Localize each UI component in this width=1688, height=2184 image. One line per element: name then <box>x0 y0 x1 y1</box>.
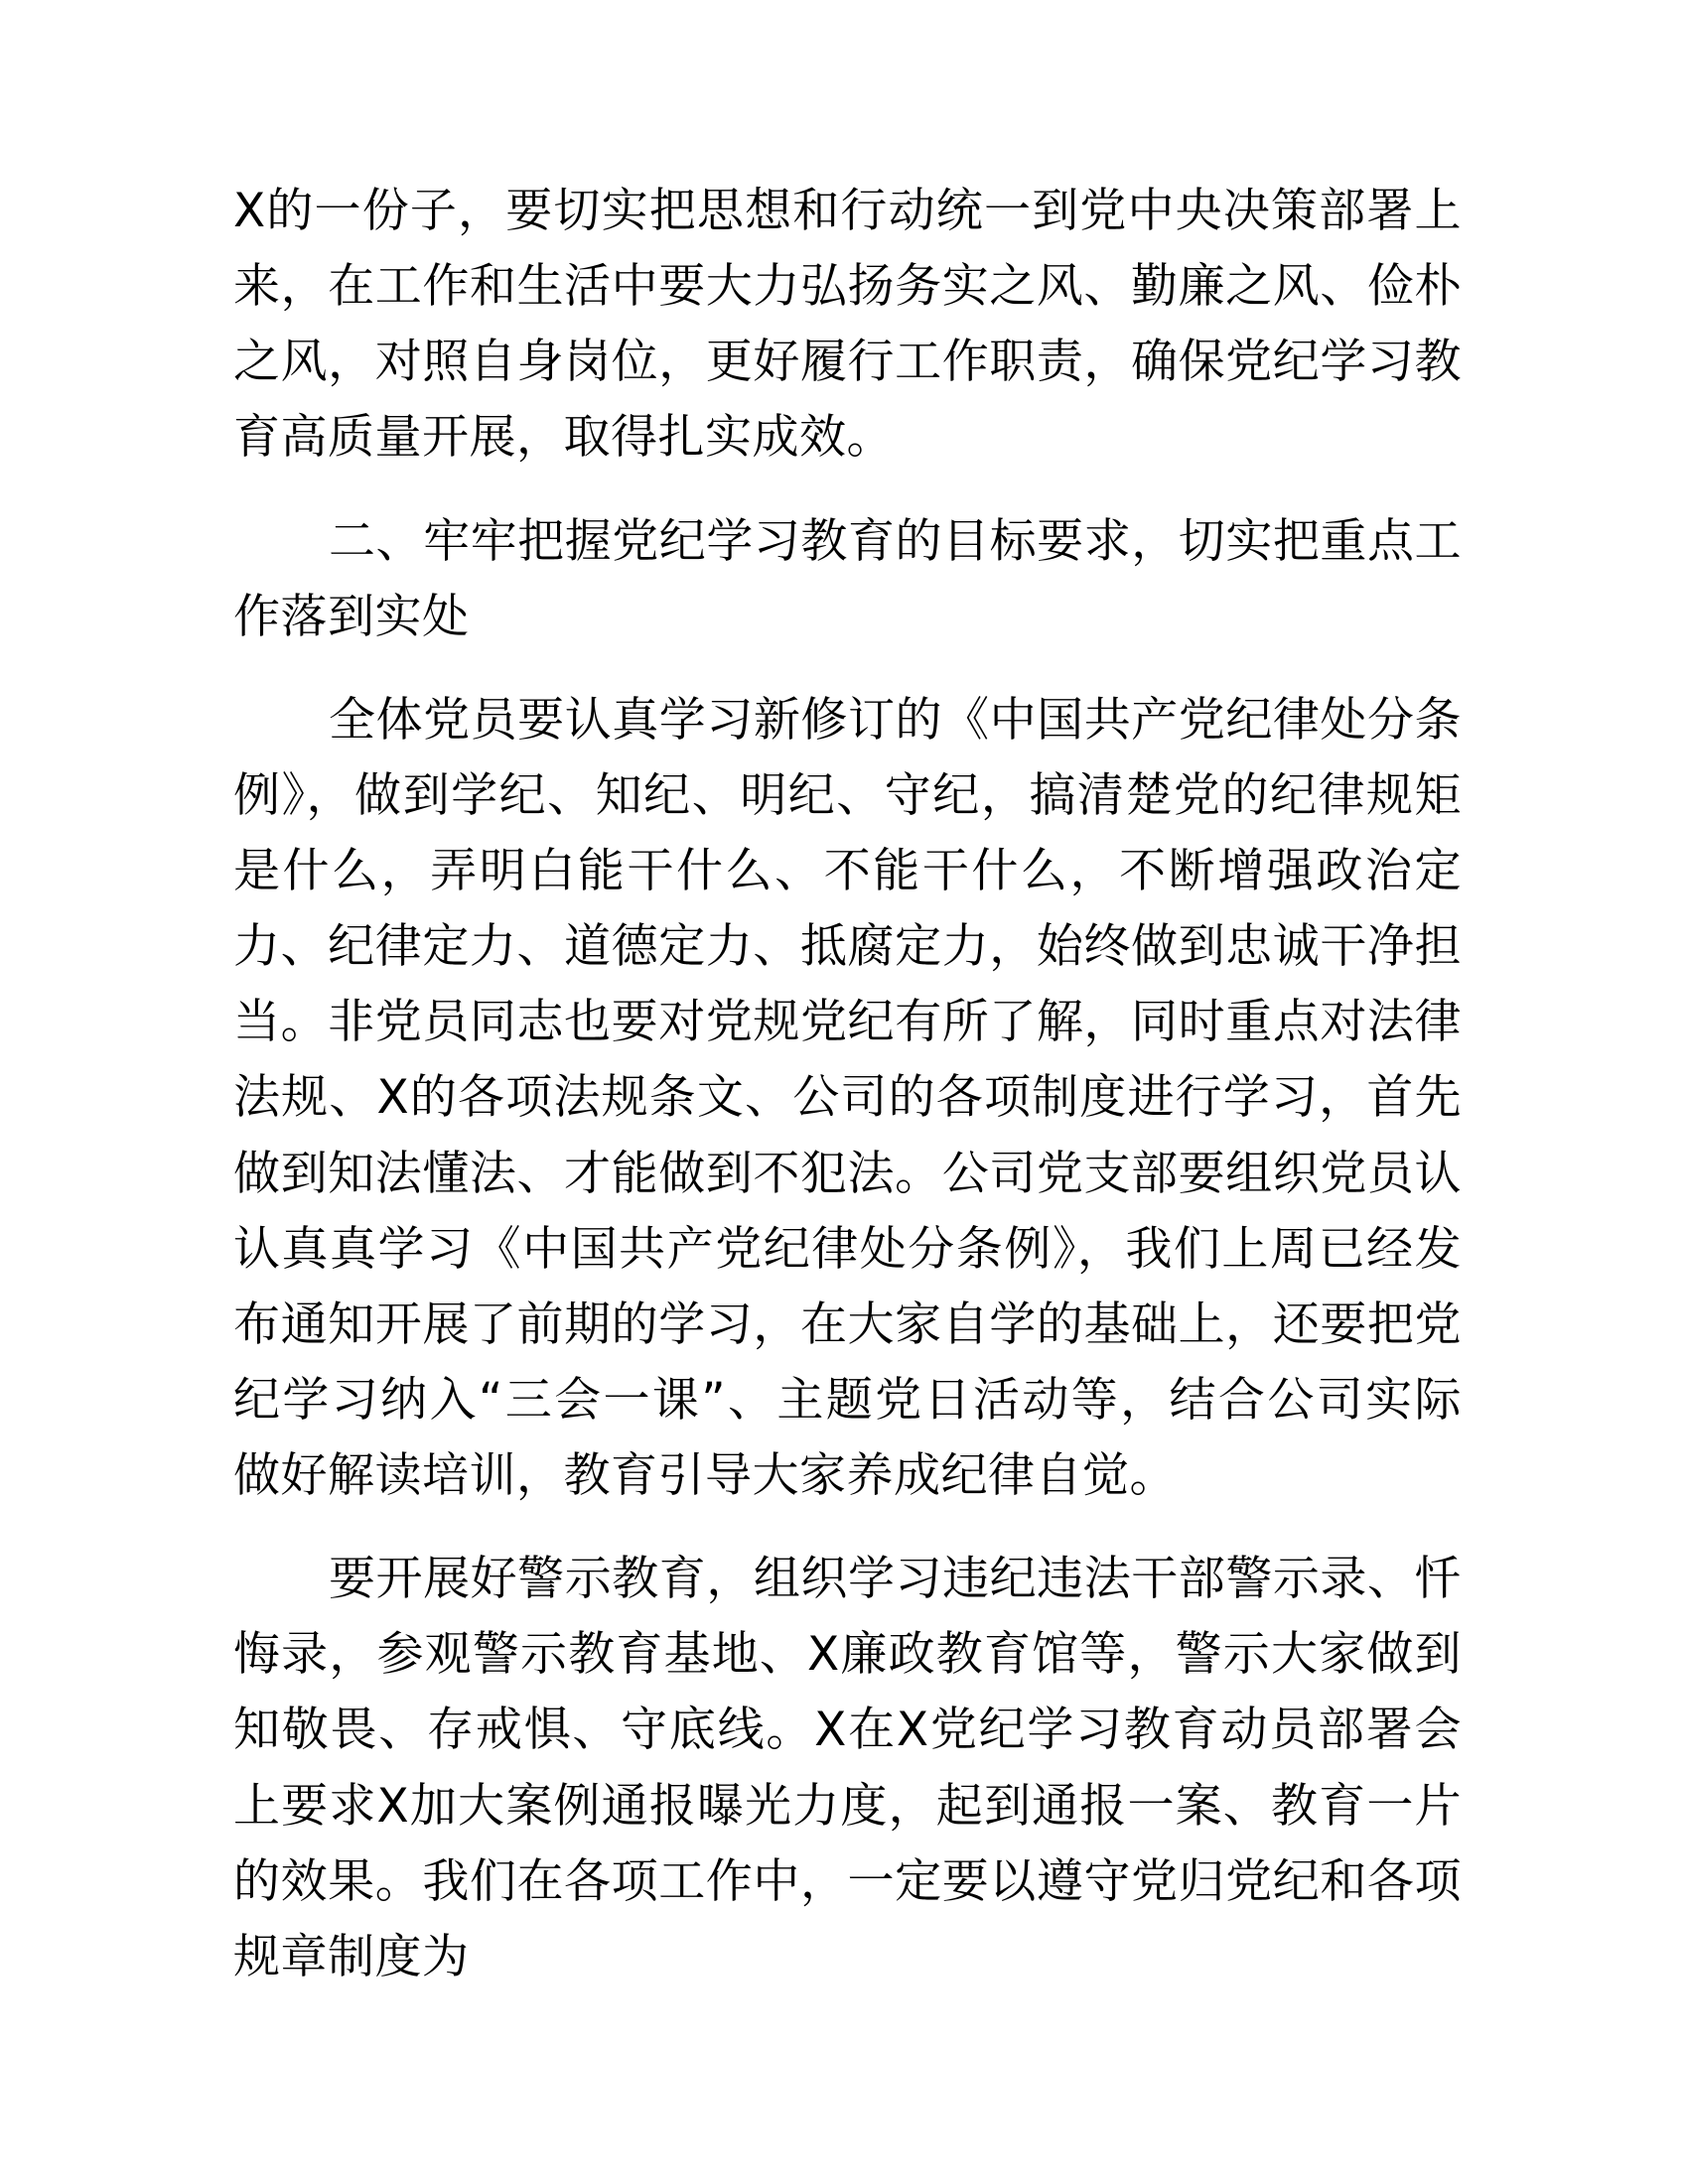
paragraph-spacer <box>233 665 1462 683</box>
paragraph-warning-education: 要开展好警示教育，组织学习违纪违法干部警示录、忏悔录，参观警示教育基地、X廉政教育馆等，警示大家做到知敬畏、存戒惧、守底线。X在X党纪学习教育动员部署会上要求X加大案例通报曝光力度，起到通报一案、教育一片的效果。我们在各项工作中，一定要以遵守党归党纪和各项规章制度为 <box>233 1552 1462 1984</box>
paragraph-continuation: X的一份子，要切实把思想和行动统一到党中央决策部署上来，在工作和生活中要大力弘扬务实之风、勤廉之风、俭朴之风，对照自身岗位，更好履行工作职责，确保党纪学习教育高质量开展，取得扎实成效。 <box>233 184 1462 466</box>
section-heading-two: 二、牢牢把握党纪学习教育的目标要求，切实把重点工作落到实处 <box>233 513 1462 644</box>
document-body <box>233 174 1462 1995</box>
paragraph-spacer <box>233 1524 1462 1542</box>
paragraph-spacer <box>233 486 1462 504</box>
paragraph-study-requirements: 全体党员要认真学习新修订的《中国共产党纪律处分条例》，做到学纪、知纪、明纪、守纪，搞清楚党的纪律规矩是什么，弄明白能干什么、不能干什么，不断增强政治定力、纪律定力、道德定力、抵腐定力，始终做到忠诚干净担当。非党员同志也要对党规党纪有所了解，同时重点对法律法规、X的各项法规条文、公司的各项制度进行学习，首先做到知法懂法、才能做到不犯法。公司党支部要组织党员认认真真学习《中国共产党纪律处分条例》，我们上周已经发布通知开展了前期的学习，在大家自学的基础上，还要把党纪学习纳入“三会一课”、主题党日活动等，结合公司实际做好解读培训，教育引导大家养成纪律自觉。 <box>233 692 1462 1503</box>
